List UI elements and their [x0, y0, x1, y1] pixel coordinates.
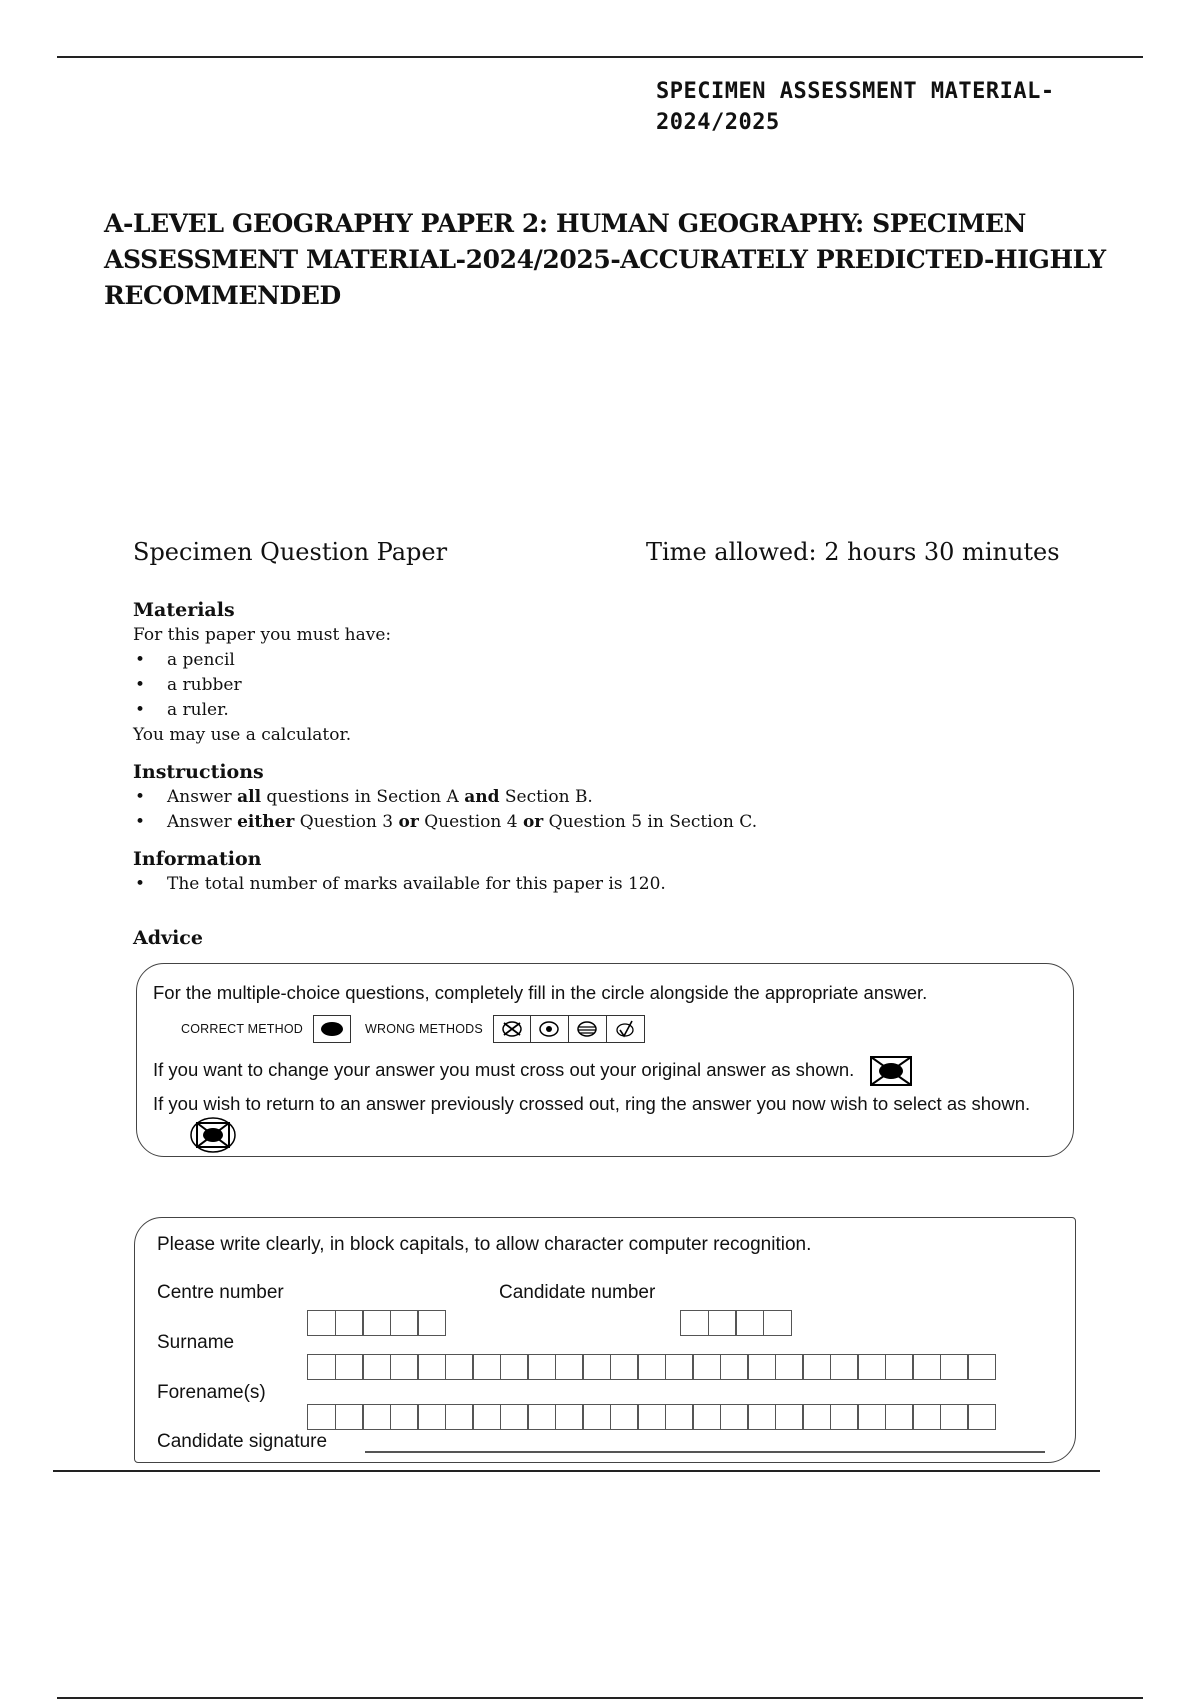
- ringed-answer-icon: [189, 1116, 237, 1154]
- filled-circle-icon: [319, 1021, 345, 1037]
- dotted-circle-icon: [536, 1020, 562, 1038]
- instruction-text: Question 3: [294, 812, 399, 832]
- marking-methods-row: [181, 1015, 645, 1043]
- paper-type: Specimen Question Paper: [133, 538, 448, 566]
- instruction-text: Answer: [167, 787, 238, 807]
- document-title: A-LEVEL GEOGRAPHY PAPER 2: HUMAN GEOGRAPHY: SPECIMEN ASSESSMENT MATERIAL-2024/2025-ACCURATELY PREDICTED-HIGHLY RECOMMENDED: [104, 209, 1106, 310]
- bottom-rule: [57, 1697, 1143, 1699]
- list-item: • a pencil: [133, 648, 1033, 673]
- list-item: • The total number of marks available for this paper is 120.: [133, 872, 1033, 897]
- crossed-circle-icon: [499, 1020, 525, 1038]
- list-item: • a rubber: [133, 673, 1033, 698]
- instruction-emphasis: and: [464, 787, 500, 807]
- advice-section: [133, 925, 1033, 951]
- information-heading: Information: [133, 848, 262, 870]
- crossed-out-answer-icon: [869, 1055, 913, 1087]
- advice-change-answer-label: If you want to change your answer you must cross out your original answer as shown.: [153, 1058, 855, 1080]
- wrong-method-tick: [607, 1015, 645, 1043]
- materials-section: [133, 597, 1033, 748]
- instruction-emphasis: or: [398, 812, 419, 832]
- candidate-instruction: Please write clearly, in block capitals, to allow character computer recognition.: [157, 1234, 812, 1255]
- centre-number-label: Centre number: [157, 1282, 284, 1303]
- advice-return-answer-text: [153, 1092, 1073, 1154]
- advice-heading: Advice: [133, 927, 203, 949]
- candidate-number-input[interactable]: [680, 1310, 790, 1336]
- instructions-list: [133, 785, 1033, 835]
- signature-label: Candidate signature: [157, 1431, 328, 1452]
- wrong-method-cross: [493, 1015, 531, 1043]
- materials-heading: Materials: [133, 599, 235, 621]
- instruction-emphasis: either: [237, 812, 295, 832]
- centre-number-input[interactable]: [307, 1310, 445, 1336]
- instruction-text: Question 4: [418, 812, 523, 832]
- ticked-circle-icon: [612, 1020, 638, 1038]
- list-item: [133, 810, 1033, 835]
- wrong-method-dot: [531, 1015, 569, 1043]
- instruction-text: Answer: [167, 812, 238, 832]
- advice-multiple-choice-text: For the multiple-choice questions, completely fill in the circle alongside the appropriate answer.: [153, 982, 928, 1003]
- materials-note: You may use a calculator.: [133, 725, 352, 745]
- time-allowed: Time allowed: 2 hours 30 minutes: [646, 538, 1060, 566]
- wrong-method-scribble: [569, 1015, 607, 1043]
- advice-return-answer-label: If you wish to return to an answer previously crossed out, ring the answer you now wish to select as shown.: [153, 1093, 1031, 1114]
- surname-input[interactable]: [307, 1354, 995, 1380]
- instruction-text: Question 5 in Section C.: [543, 812, 758, 832]
- header-label: SPECIMEN ASSESSMENT MATERIAL-2024/2025: [656, 79, 1055, 135]
- top-rule: [57, 56, 1143, 58]
- instruction-text: Section B.: [499, 787, 593, 807]
- materials-list: [133, 648, 1033, 723]
- scribbled-circle-icon: [574, 1020, 600, 1038]
- forename-input[interactable]: [307, 1404, 995, 1430]
- surname-label: Surname: [157, 1332, 235, 1353]
- correct-method-label: CORRECT METHOD: [181, 1022, 304, 1036]
- advice-box: [136, 963, 1074, 1157]
- materials-intro: For this paper you must have:: [133, 625, 392, 645]
- candidate-details-box: [134, 1217, 1076, 1463]
- correct-method-example: [313, 1015, 351, 1043]
- instructions-section: [133, 759, 1033, 835]
- information-list: [133, 872, 1033, 897]
- list-item: • a ruler.: [133, 698, 1033, 723]
- instructions-heading: Instructions: [133, 761, 264, 783]
- list-item: [133, 785, 1033, 810]
- information-section: [133, 846, 1033, 897]
- advice-change-answer-text: [153, 1055, 913, 1087]
- candidate-number-label: Candidate number: [499, 1282, 656, 1303]
- instruction-text: questions in Section A: [261, 787, 465, 807]
- instruction-emphasis: all: [237, 787, 262, 807]
- forename-label: Forename(s): [157, 1382, 266, 1403]
- instruction-emphasis: or: [522, 812, 544, 832]
- wrong-methods-label: WRONG METHODS: [365, 1022, 483, 1036]
- mid-rule: [53, 1470, 1100, 1472]
- signature-line[interactable]: [365, 1451, 1045, 1453]
